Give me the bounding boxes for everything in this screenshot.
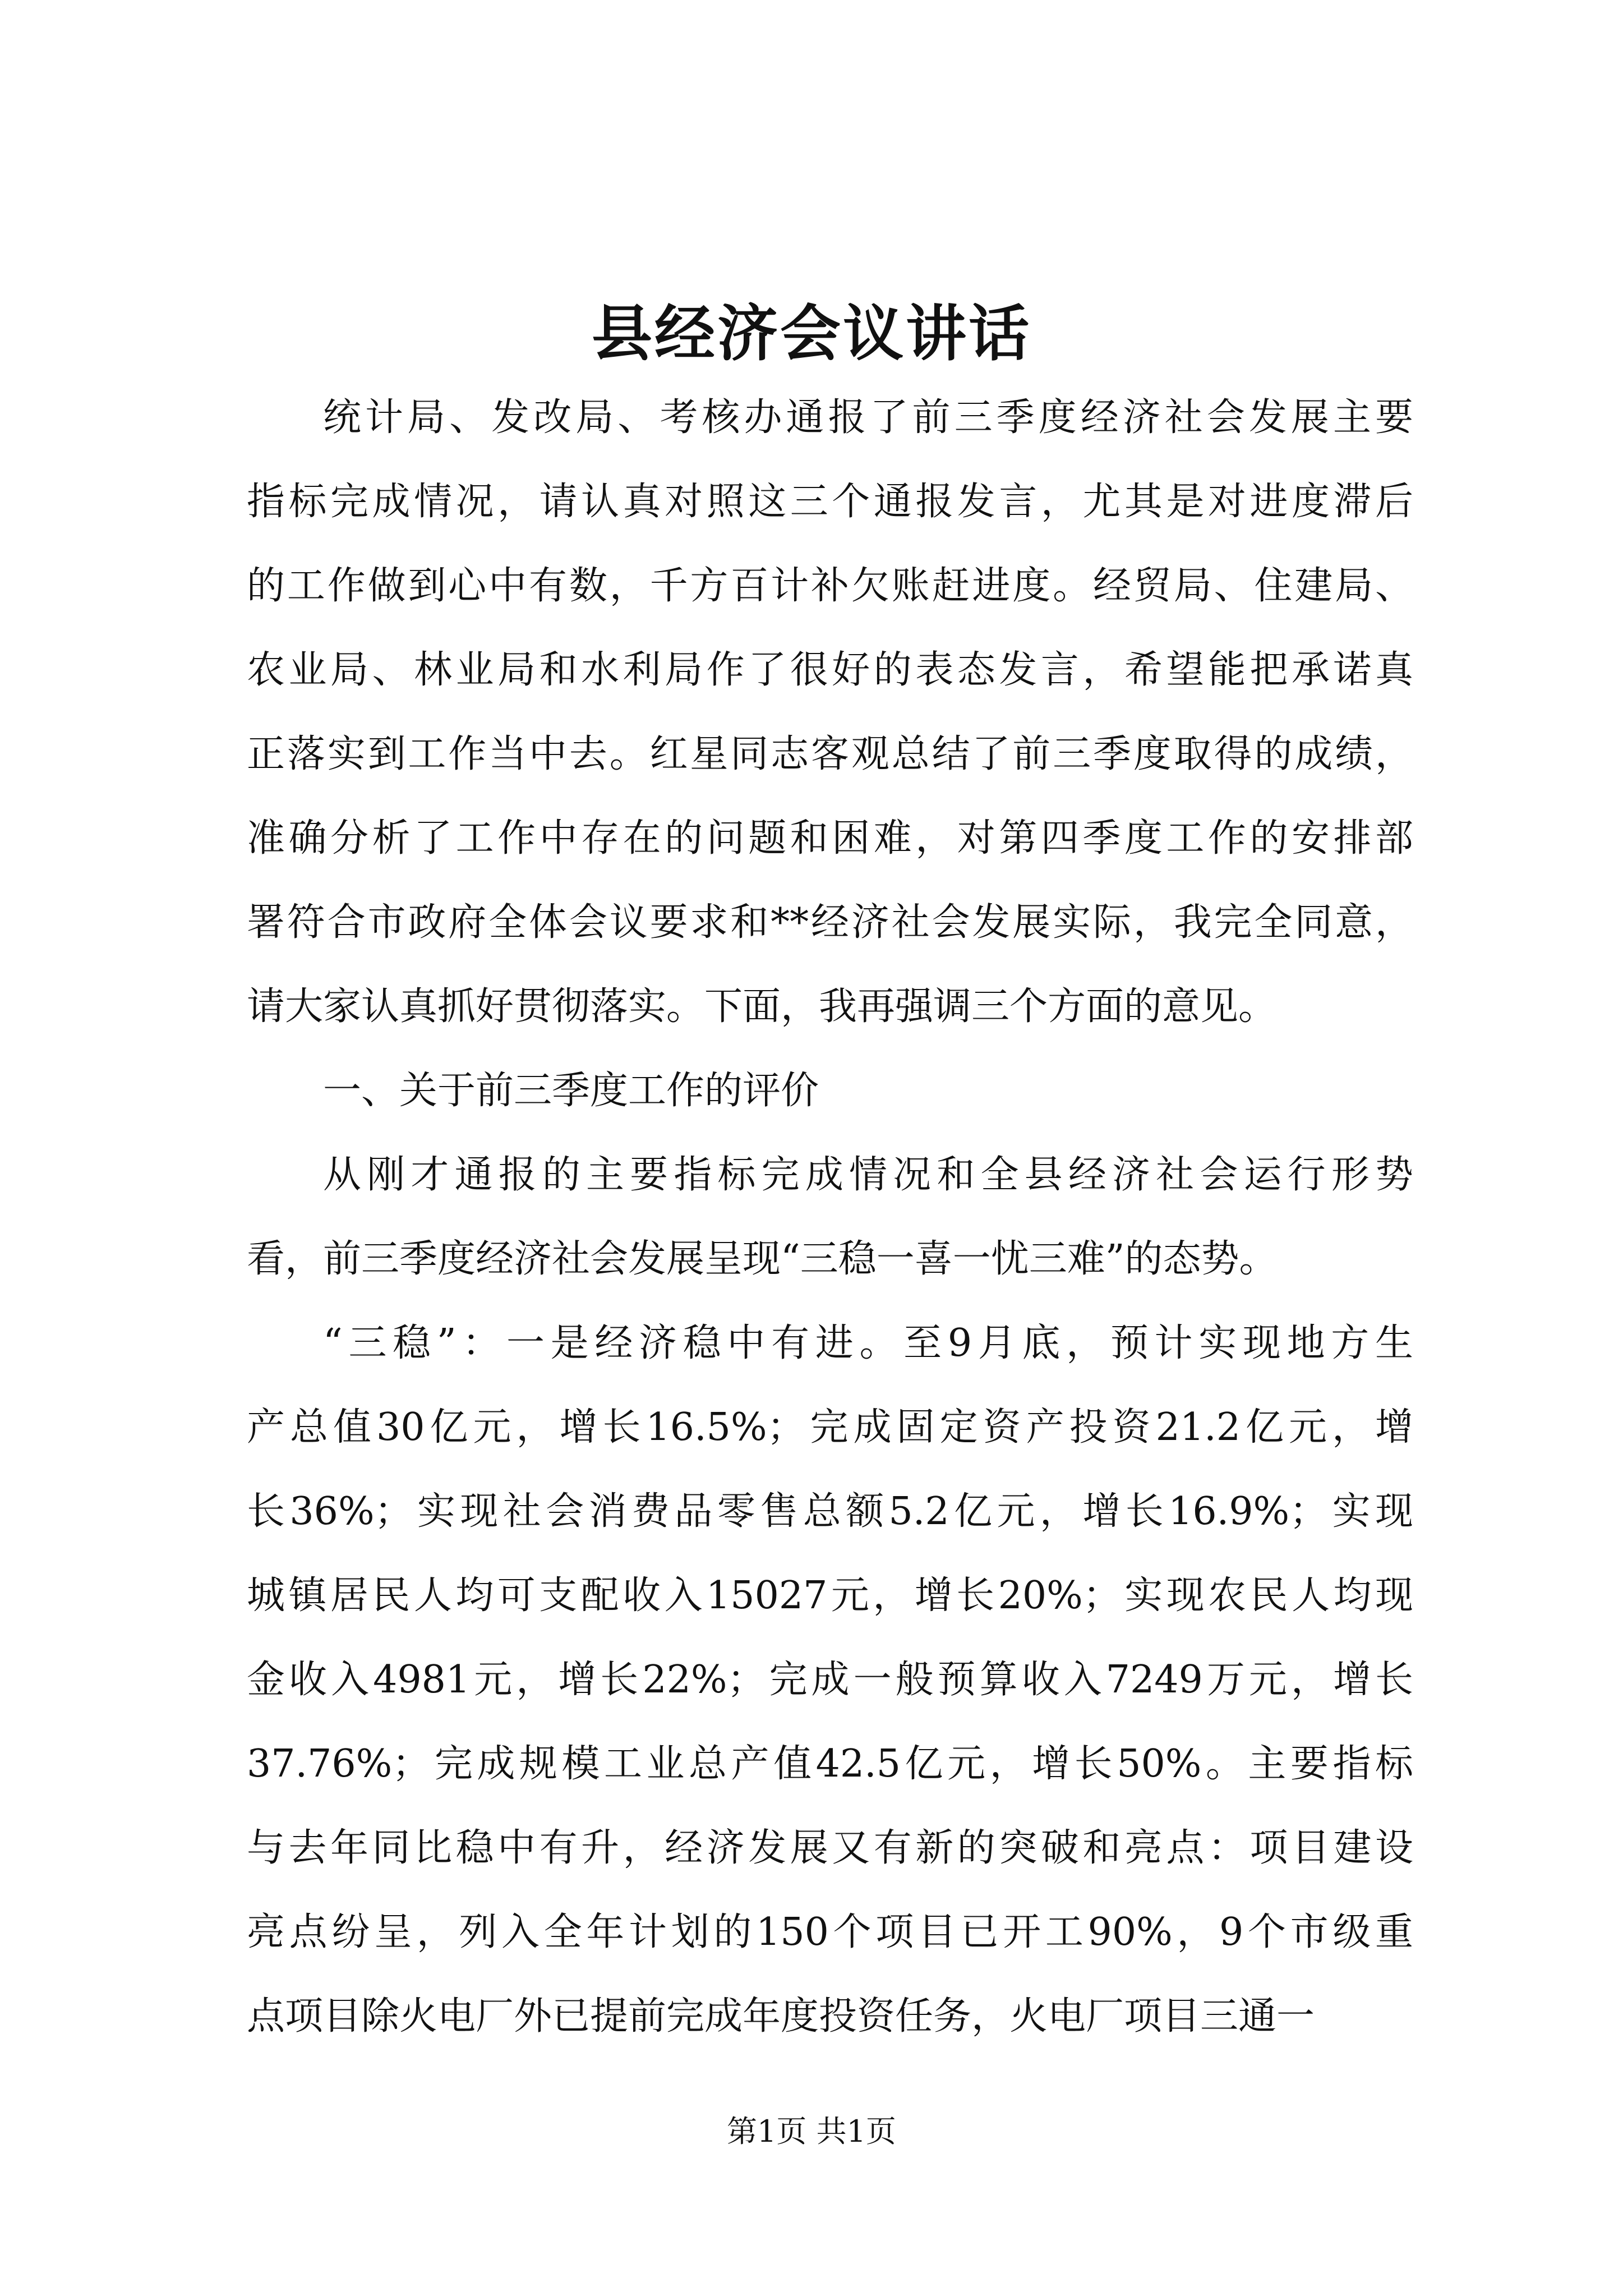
text-line: “三稳”：一是经济稳中有进。至9月底，预计实现地方生: [323, 1321, 1413, 1365]
document-title: 县经济会议讲话: [591, 298, 1031, 369]
text-line: 的工作做到心中有数，千方百计补欠账赶进度。经贸局、住建局、: [247, 564, 1413, 608]
text-line: 亮点纷呈，列入全年计划的150个项目已开工90%，9个市级重: [247, 1910, 1413, 1954]
opening-paragraph: [247, 376, 1413, 1049]
text-line: 统计局、发改局、考核办通报了前三季度经济社会发展主要: [323, 395, 1413, 440]
text-line: 准确分析了工作中存在的问题和困难，对第四季度工作的安排部: [247, 816, 1413, 861]
text-line: 一、关于前三季度工作的评价: [323, 1069, 819, 1113]
text-line: 从刚才通报的主要指标完成情况和全县经济社会运行形势: [323, 1153, 1413, 1197]
text-line: 长36%；实现社会消费品零售总额5.2亿元，增长16.9%；实现: [247, 1489, 1413, 1534]
text-line: 金收入4981元，增长22%；完成一般预算收入7249万元，增长: [247, 1658, 1413, 1702]
text-line: 与去年同比稳中有升，经济发展又有新的突破和亮点：项目建设: [247, 1826, 1413, 1870]
text-line: 请大家认真抓好贯彻落实。下面，我再强调三个方面的意见。: [247, 984, 1277, 1029]
text-line: 37.76%；完成规模工业总产值42.5亿元，增长50%。主要指标: [247, 1742, 1413, 1786]
text-line: 城镇居民人均可支配收入15027元，增长20%；实现农民人均现: [247, 1573, 1413, 1618]
text-line: 指标完成情况，请认真对照这三个通报发言，尤其是对进度滞后: [247, 480, 1413, 524]
text-line: 点项目除火电厂外已提前完成年度投资任务，火电厂项目三通一: [247, 1994, 1315, 2039]
text-line: 产总值30亿元，增长16.5%；完成固定资产投资21.2亿元，增: [247, 1405, 1413, 1450]
text-line: 农业局、林业局和水利局作了很好的表态发言，希望能把承诺真: [247, 648, 1413, 692]
text-line: 署符合市政府全体会议要求和**经济社会发展实际，我完全同意，: [247, 900, 1413, 945]
three-stable-paragraph: [247, 1301, 1413, 2059]
section-heading-1: [247, 1049, 1413, 1133]
document-body: [247, 376, 1413, 2059]
evaluation-paragraph: [247, 1133, 1413, 1301]
text-line: 看，前三季度经济社会发展呈现“三稳一喜一忧三难”的态势。: [247, 1237, 1278, 1281]
page-footer: 第1页 共1页: [727, 2114, 896, 2149]
text-line: 正落实到工作当中去。红星同志客观总结了前三季度取得的成绩，: [247, 732, 1413, 776]
